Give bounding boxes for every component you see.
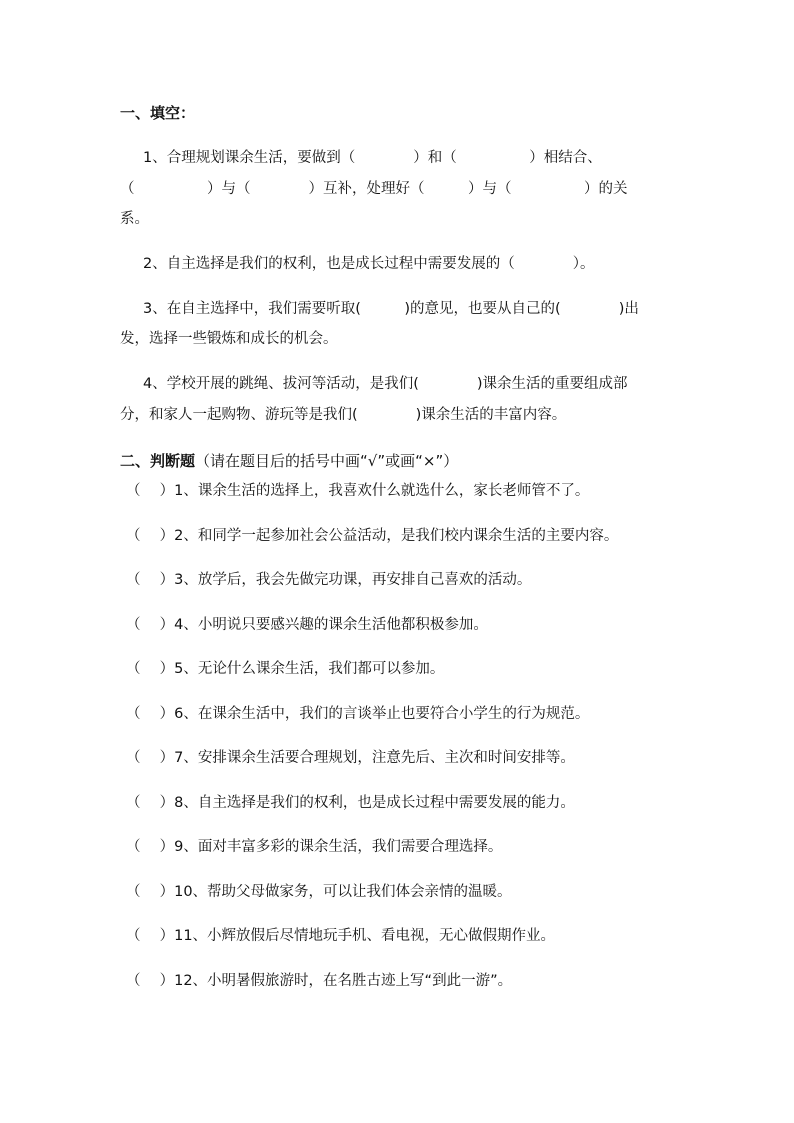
fill-question-1-line-3: 系。 bbox=[120, 211, 149, 227]
judge-question-11: （ ）11、小辉放假后尽情地玩手机、看电视，无心做假期作业。 bbox=[126, 928, 556, 944]
judge-question-4: （ ）4、小明说只要感兴趣的课余生活他都积极参加。 bbox=[126, 617, 488, 633]
judge-question-1: （ ）1、课余生活的选择上，我喜欢什么就选什么，家长老师管不了。 bbox=[126, 483, 590, 499]
judge-question-3: （ ）3、放学后，我会先做完功课，再安排自己喜欢的活动。 bbox=[126, 572, 532, 588]
judge-question-9: （ ）9、面对丰富多彩的课余生活，我们需要合理选择。 bbox=[126, 839, 503, 855]
judge-question-12: （ ）12、小明暑假旅游时，在名胜古迹上写“到此一游”。 bbox=[126, 973, 513, 989]
section-2-instruction: （请在题目后的括号中画“√”或画“×”） bbox=[195, 452, 459, 470]
judge-question-5: （ ）5、无论什么课余生活，我们都可以参加。 bbox=[126, 661, 445, 677]
judge-question-10: （ ）10、帮助父母做家务，可以让我们体会亲情的温暖。 bbox=[126, 884, 512, 900]
section-1-title: 一、填空： bbox=[120, 104, 196, 122]
fill-question-4-line-1: 4、学校开展的跳绳、拔河等活动，是我们( )课余生活的重要组成部 bbox=[143, 376, 628, 392]
fill-question-3-line-1: 3、在自主选择中，我们需要听取( )的意见，也要从自己的( )出 bbox=[143, 301, 639, 317]
section-2-heading bbox=[120, 450, 458, 471]
judge-question-6: （ ）6、在课余生活中，我们的言谈举止也要符合小学生的行为规范。 bbox=[126, 706, 590, 722]
judge-question-8: （ ）8、自主选择是我们的权利，也是成长过程中需要发展的能力。 bbox=[126, 795, 575, 811]
judge-question-2: （ ）2、和同学一起参加社会公益活动，是我们校内课余生活的主要内容。 bbox=[126, 528, 619, 544]
judge-question-7: （ ）7、安排课余生活要合理规划，注意先后、主次和时间安排等。 bbox=[126, 750, 575, 766]
fill-question-1-line-2: （ ）与（ ）互补，处理好（ ）与（ ）的关 bbox=[120, 181, 628, 197]
fill-question-1-line-1: 1、合理规划课余生活，要做到（ ）和（ ）相结合、 bbox=[143, 150, 602, 166]
section-2-title: 二、判断题 bbox=[120, 452, 196, 470]
fill-question-2-line-1: 2、自主选择是我们的权利，也是成长过程中需要发展的（ ）。 bbox=[143, 256, 595, 272]
fill-question-3-line-2: 发，选择一些锻炼和成长的机会。 bbox=[120, 331, 338, 347]
fill-question-4-line-2: 分，和家人一起购物、游玩等是我们( )课余生活的丰富内容。 bbox=[120, 407, 567, 423]
